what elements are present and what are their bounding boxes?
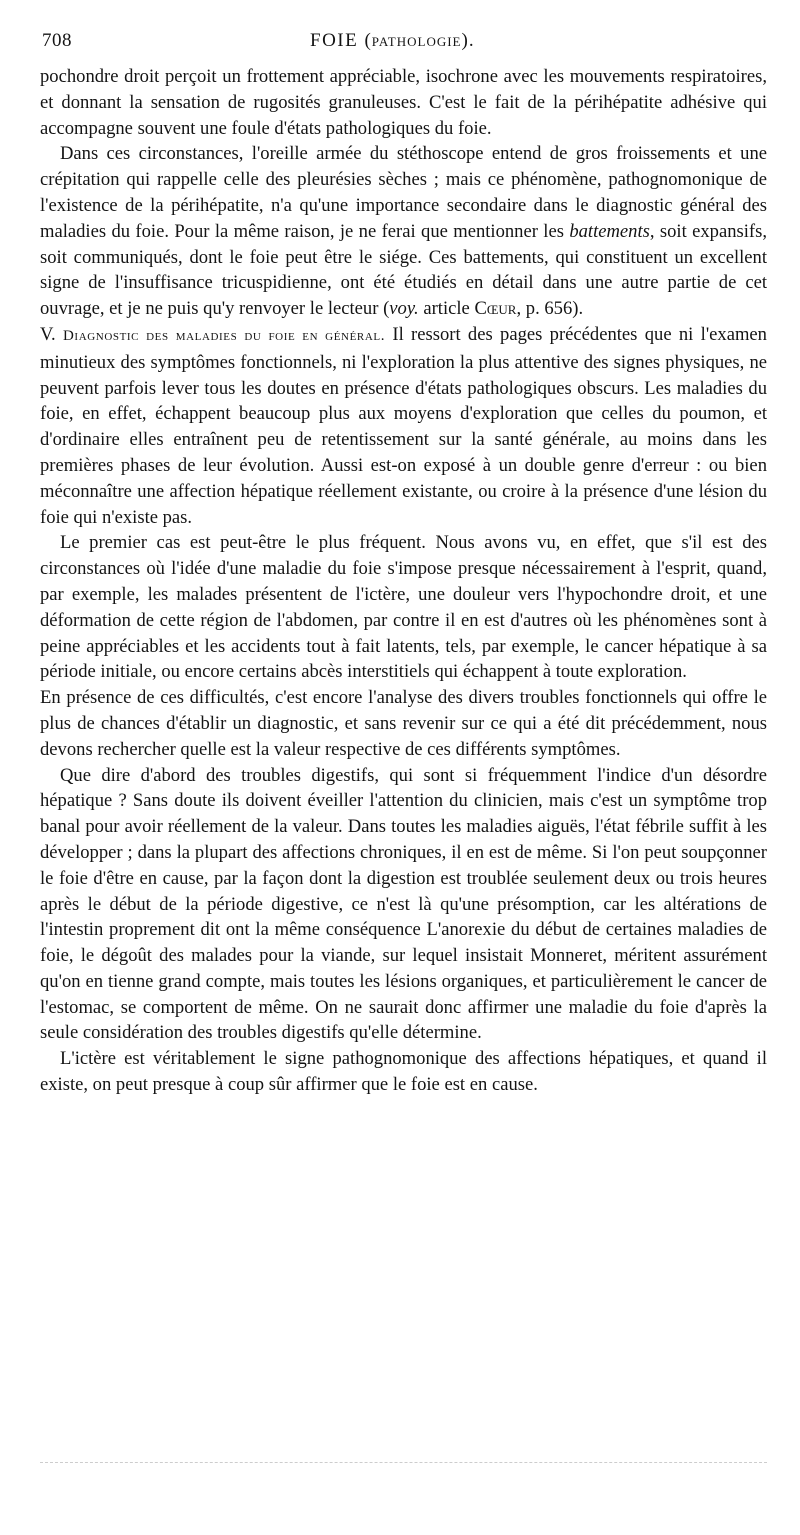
paragraph-premier-cas: Le premier cas est peut-être le plus fréquent. Nous avons vu, en effet, que s'il est des circonstances où l'idée d'une maladie du foie s'impose presque nécessairement à l'esprit, quand, par exemple, les malades présentent de l'ictère, une douleur vers l'hypochondre droit, et une déformation de cette région de l'abdomen, par contre il en est d'autres où les phénomènes sont à peine appréciables et les accidents tout à fait latents, tels, par exemple, le cancer hépatique à sa période initiale, ou encore certains abcès interstitiels qui échappent à toute exploration. [40,532,767,683]
running-head-subtitle: (pathologie). [364,30,475,51]
paragraph-stethoscope [40,141,767,322]
paragraph-text: Dans ces circonstances, l'oreille armée du stéthoscope entend de gros froissements et une crépitation qui rappelle celle des pleurésies sèches ; mais ce phénomène, pathognomonique de l'existence de la périhépatite, n'a qu'une importance secondaire dans le diagnostic général des maladies du foie. Pour la même raison, je ne ferai que mentionner les [40,143,767,242]
paragraph-troubles-digestifs: Que dire d'abord des troubles digestifs, qui sont si fréquemment l'indice d'un désordre hépatique ? Sans doute ils doivent éveiller l'attention du clinicien, mais c'est un symptôme trop banal pour avoir réellement de la valeur. Dans toutes les maladies aiguës, l'état fébrile suffit à les développer ; dans la plupart des affections chroniques, il en est de même. Si l'on peut soupçonner le foie d'être en cause, par la façon dont la digestion est troublée seulement deux ou trois heures après le début de la période digestive, ce n'est là qu'une présomption, car les altérations de l'intestin proprement dit ont la même conséquence L'anorexie du début de certaines maladies de foie, le dégoût des malades pour la viande, sur lequel insistait Monneret, méritent assurément qu'on en tienne grand compte, mais toutes les lésions organiques, et particulièrement le cancer de l'estomac, se comportent de même. On ne saurait donc affirmer une maladie du foie d'après la seule considération des troubles digestifs qu'elle détermine. [40,764,767,1044]
section-number: V. [40,323,56,345]
paragraph-text: article [418,298,475,320]
section-heading: Diagnostic des maladies du foie en général. [63,327,386,344]
italic-voy: voy. [389,298,419,320]
paragraph-text: , soit expansifs, soit communiqués, dont le foie peut être le siége. Ces battements, qui constituent un excellent signe de l'insuffisance tricuspidienne, ont été étudiés en détail dans une autre partie de cet ouvrage, et je ne puis qu'y renvoyer le lecteur ( [40,220,768,320]
paragraph-text: Il ressort des pages précédentes que ni l'examen minutieux des symptômes fonctionnels, ni l'exploration la plus attentive des signes physiques, ne peuvent parfois lever tous les doutes en présence d'états pathologiques obscurs. Les maladies du foie, en effet, échappent beaucoup plus aux moyens d'exploration que celles du poumon, et d'ordinaire elles entraînent peu de retentissement sur la santé générale, au moins dans les premières phases de leur évolution. Aussi est-on exposé à un double genre d'erreur : ou bien méconnaître une affection hépatique réellement existante, ou croire à la présence d'une lésion du foie qui n'existe pas. [40,323,767,528]
paragraph-difficultes: En présence de ces difficultés, c'est encore l'analyse des divers troubles fonctionnels qui offre le plus de chances d'établir un diagnostic, et sans revenir sur ce qui a été dit précédemment, nous devons rechercher quelle est la valeur respective de ces différents symptômes. [40,687,767,760]
running-head [310,28,475,54]
cross-reference-coeur: Cœur [474,298,517,320]
paragraph-ictere: L'ictère est véritablement le signe pathognomonique des affections hépatiques, et quand il existe, on peut presque à coup sûr affirmer que le foie est en cause. [40,1048,767,1096]
footer-bleedthrough-rule [40,1462,767,1463]
italic-term-battements: battements [569,220,650,242]
paragraph-continuation: pochondre droit perçoit un frottement appréciable, isochrone avec les mouvements respiratoires, et donnant la sensation de rugosités granuleuses. C'est le fait de la périhépatite adhésive qui accompagne souvent une foule d'états pathologiques du foie. [40,66,767,139]
body-text [40,64,767,1098]
section-v-paragraph [40,322,767,530]
running-head-title: FOIE [310,30,359,51]
paragraph-text: , p. 656). [516,298,584,320]
page-number: 708 [42,30,72,51]
page-header [40,28,767,54]
page [40,28,767,1098]
